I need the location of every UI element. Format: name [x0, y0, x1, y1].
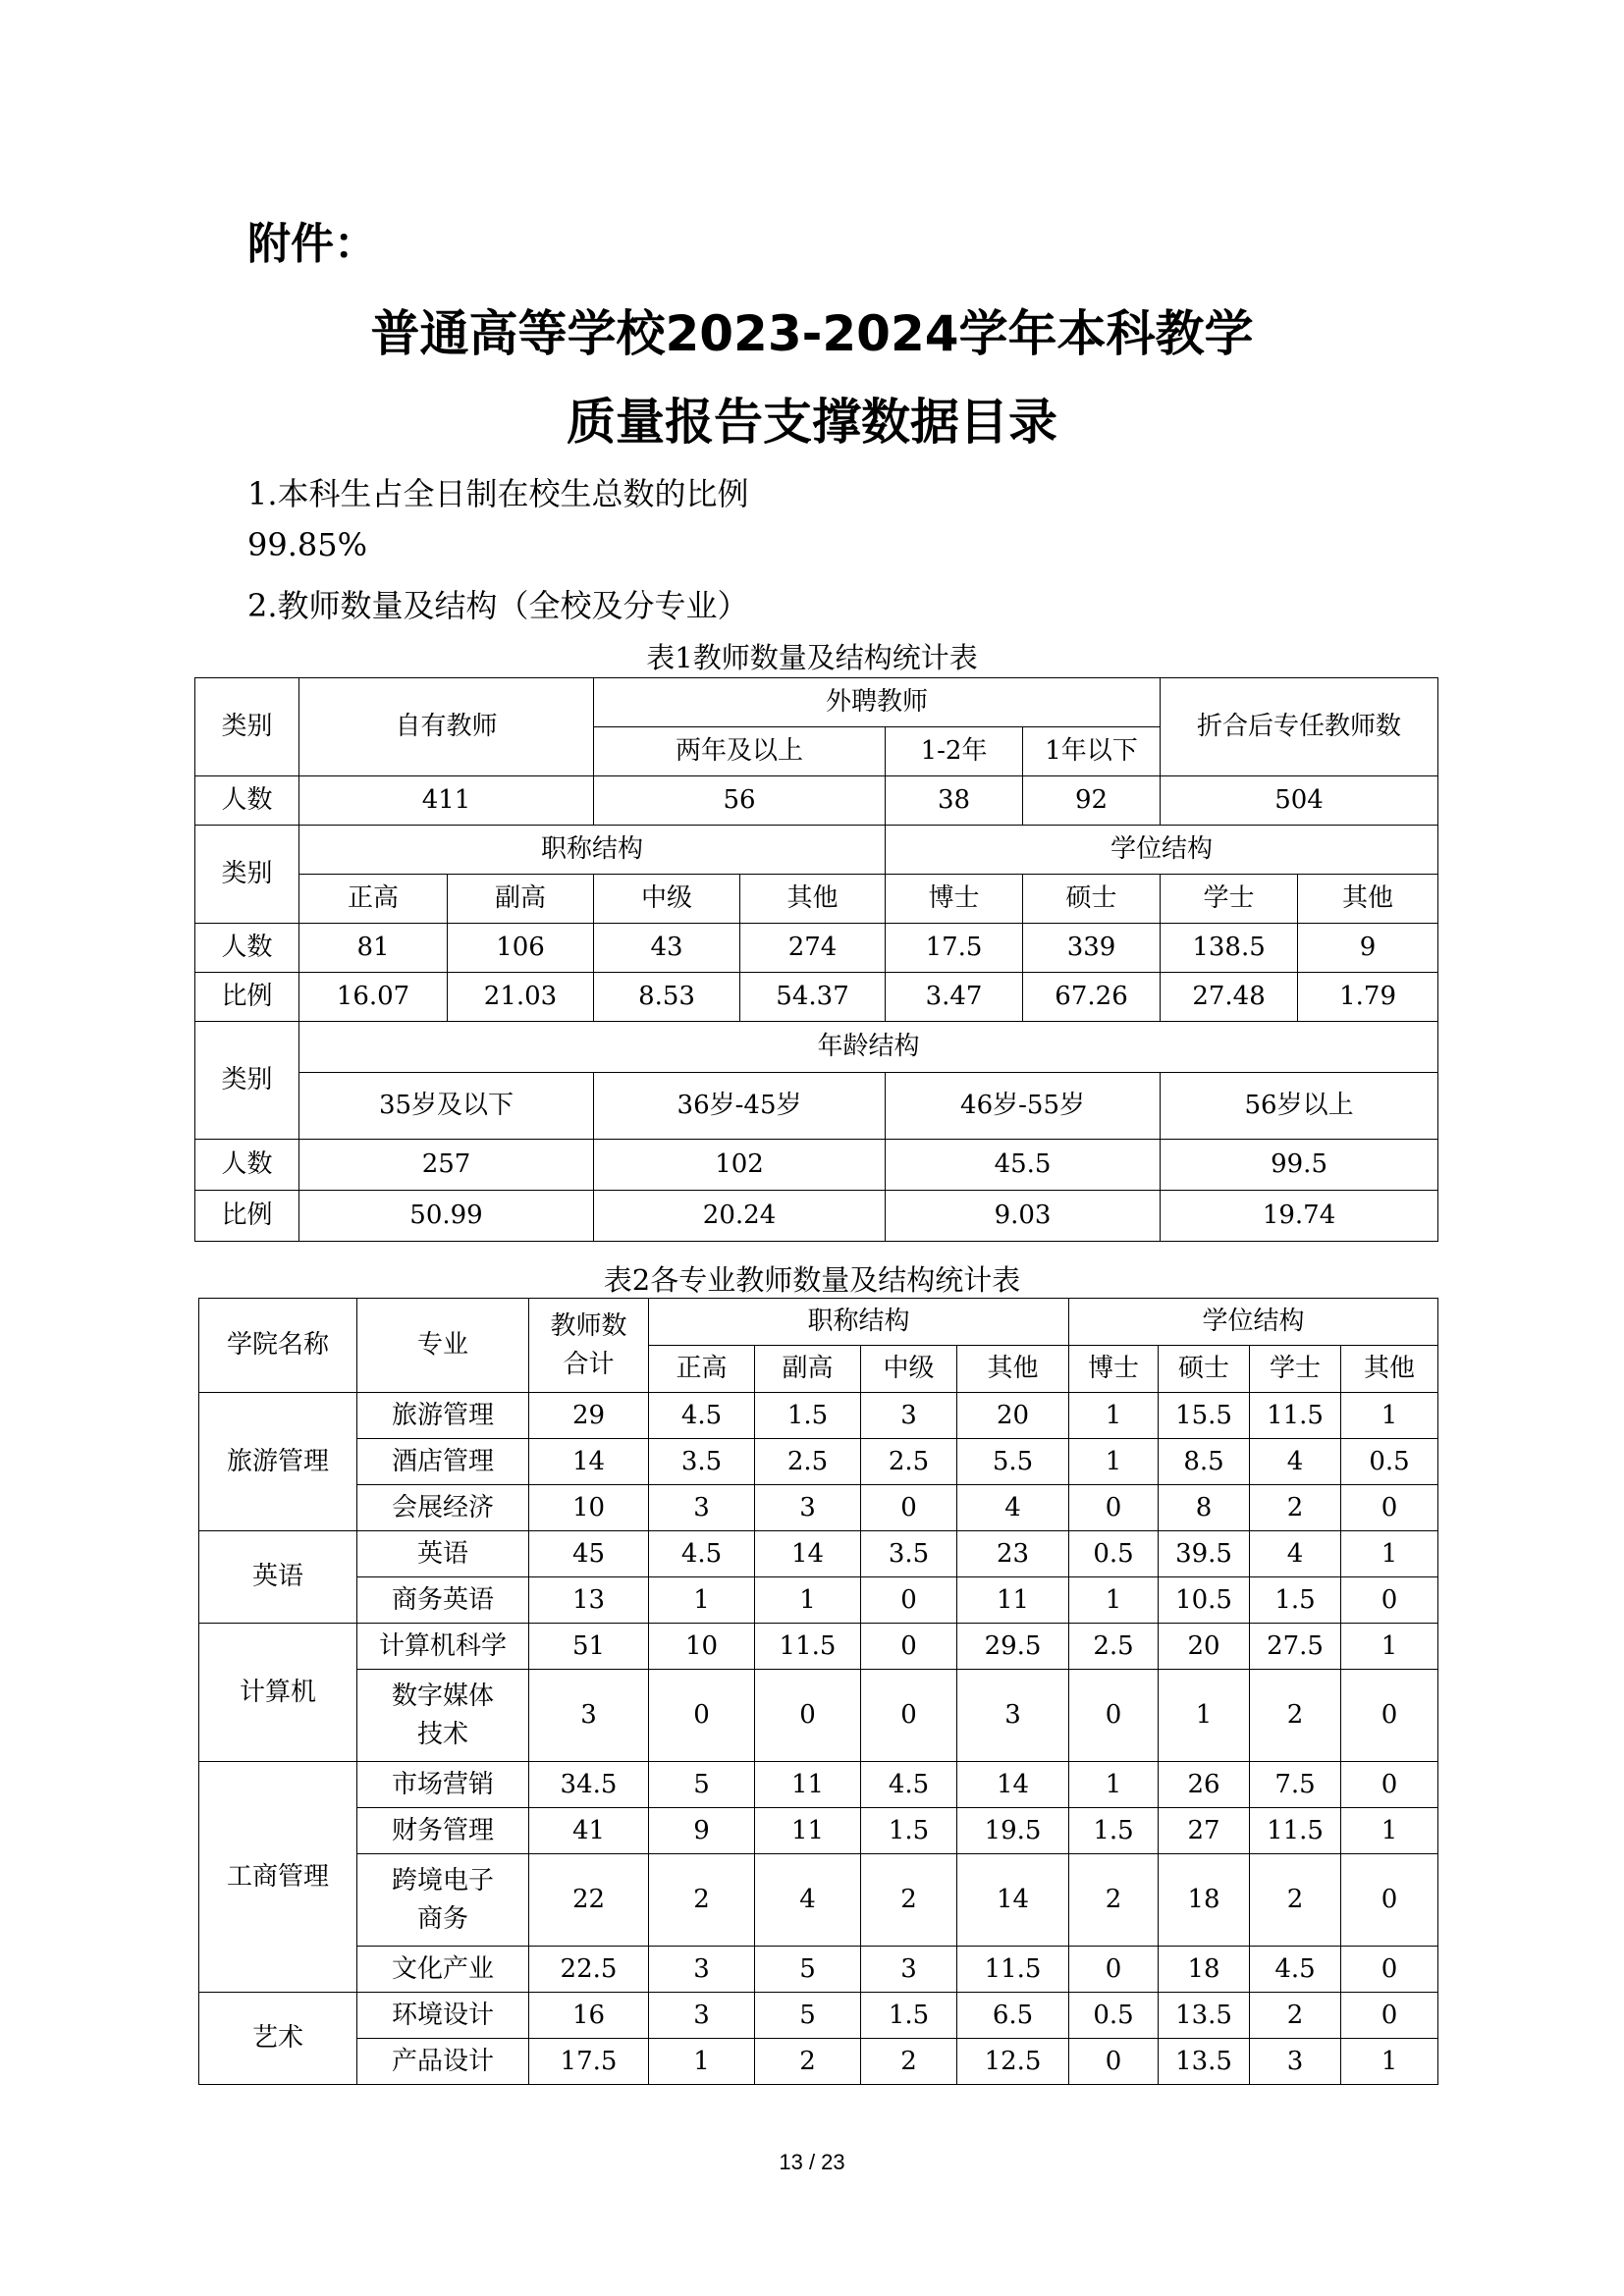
table-cell: 3 [957, 1670, 1069, 1762]
table-cell: 19.5 [957, 1808, 1069, 1854]
major-teacher-structure-table [198, 1298, 1438, 2085]
table-cell: 0 [1341, 1762, 1438, 1808]
table-cell: 26 [1159, 1762, 1250, 1808]
title-structure-header: 职称结构 [299, 826, 886, 875]
table-cell: 3.5 [649, 1439, 755, 1485]
college-name-header: 学院名称 [199, 1299, 357, 1393]
table1-ratio-label: 比例 [195, 1191, 299, 1242]
major-name-cell: 财务管理 [357, 1808, 529, 1854]
external-1to2-years-header: 1-2年 [886, 727, 1023, 776]
table1-category-header: 类别 [195, 678, 299, 776]
table1-count-label: 人数 [195, 776, 299, 826]
table-cell: 2 [1250, 1670, 1341, 1762]
table-cell: 2 [1069, 1854, 1159, 1947]
major-table-body [199, 1393, 1438, 2085]
own-teachers-count: 411 [299, 776, 594, 826]
teacher-total-header-line2: 合计 [563, 1349, 615, 1379]
major-name-cell: 文化产业 [357, 1947, 529, 1993]
header-associate-professor: 副高 [755, 1346, 861, 1393]
external-teachers-header: 外聘教师 [594, 678, 1161, 727]
table-cell: 2.5 [861, 1439, 957, 1485]
table-cell: 15.5 [1159, 1393, 1250, 1439]
college-name-cell: 英语 [199, 1531, 357, 1624]
table-cell: 5 [649, 1762, 755, 1808]
table-cell: 8.5 [1159, 1439, 1250, 1485]
document-title-line2: 质量报告支撑数据目录 [567, 394, 1057, 451]
college-name-cell: 艺术 [199, 1993, 357, 2085]
table-cell: 4.5 [1250, 1947, 1341, 1993]
table-cell: 3 [1250, 2039, 1341, 2085]
table-cell: 1 [1341, 1393, 1438, 1439]
table-cell: 14 [529, 1439, 649, 1485]
table-cell: 11 [755, 1808, 861, 1854]
table-cell: 27.48 [1161, 973, 1298, 1022]
table2-caption: 表2各专业教师数量及结构统计表 [603, 1263, 1021, 1297]
table-cell: 67.26 [1023, 973, 1161, 1022]
table-cell: 4 [1250, 1439, 1341, 1485]
table-cell: 0.5 [1069, 1531, 1159, 1577]
table-cell: 19.74 [1161, 1191, 1438, 1242]
major-name-cell [357, 1854, 529, 1947]
item2-heading: 2.教师数量及结构（全校及分专业） [247, 587, 749, 624]
external-1to2-count: 38 [886, 776, 1023, 826]
external-2plus-years-header: 两年及以上 [594, 727, 886, 776]
table-cell: 13 [529, 1577, 649, 1624]
table-row [199, 1624, 1438, 1670]
table-cell: 45 [529, 1531, 649, 1577]
college-name-cell: 计算机 [199, 1624, 357, 1762]
header-title-other: 其他 [957, 1346, 1069, 1393]
table-cell: 138.5 [1161, 924, 1298, 973]
header-age-46-55: 46岁-55岁 [886, 1073, 1161, 1140]
major-name-cell: 旅游管理 [357, 1393, 529, 1439]
table-cell: 339 [1023, 924, 1161, 973]
table1-category-header: 类别 [195, 826, 299, 924]
table1-ratio-label: 比例 [195, 973, 299, 1022]
table-cell: 1 [1159, 1670, 1250, 1762]
table-cell: 99.5 [1161, 1140, 1438, 1191]
table-cell: 27.5 [1250, 1624, 1341, 1670]
table-row [199, 1531, 1438, 1577]
major-name-cell: 酒店管理 [357, 1439, 529, 1485]
table-cell: 17.5 [529, 2039, 649, 2085]
table-cell: 2 [649, 1854, 755, 1947]
table-cell: 1.79 [1298, 973, 1438, 1022]
table-cell: 4 [957, 1485, 1069, 1531]
table-row [199, 1808, 1438, 1854]
table-cell: 1.5 [1069, 1808, 1159, 1854]
table-row [199, 1393, 1438, 1439]
table-cell: 1 [1069, 1762, 1159, 1808]
table-cell: 1.5 [861, 1993, 957, 2039]
table-cell: 2.5 [1069, 1624, 1159, 1670]
table-cell: 3.5 [861, 1531, 957, 1577]
table-cell: 11.5 [1250, 1393, 1341, 1439]
table-cell: 1 [755, 1577, 861, 1624]
degree-structure-header: 学位结构 [886, 826, 1438, 875]
table-cell: 11 [755, 1762, 861, 1808]
table-cell: 20.24 [594, 1191, 886, 1242]
table-cell: 17.5 [886, 924, 1023, 973]
table-cell: 22 [529, 1854, 649, 1947]
major-name-cell: 市场营销 [357, 1762, 529, 1808]
table-row [199, 1854, 1438, 1947]
table-cell: 54.37 [740, 973, 886, 1022]
table-cell: 14 [957, 1762, 1069, 1808]
table-cell: 7.5 [1250, 1762, 1341, 1808]
table-cell: 9 [649, 1808, 755, 1854]
table-cell: 14 [755, 1531, 861, 1577]
table-cell: 18 [1159, 1947, 1250, 1993]
table-cell: 4 [755, 1854, 861, 1947]
major-name-cell: 英语 [357, 1531, 529, 1577]
major-name-cell: 会展经济 [357, 1485, 529, 1531]
major-name-cell: 计算机科学 [357, 1624, 529, 1670]
table-cell: 4.5 [861, 1762, 957, 1808]
table-cell: 1 [1341, 1808, 1438, 1854]
table1-category-header: 类别 [195, 1022, 299, 1140]
table-cell: 11 [957, 1577, 1069, 1624]
table-cell: 3 [755, 1485, 861, 1531]
header-age-36-45: 36岁-45岁 [594, 1073, 886, 1140]
table-cell: 14 [957, 1854, 1069, 1947]
item1-value: 99.85% [247, 526, 368, 563]
table-cell: 0 [1069, 2039, 1159, 2085]
table-cell: 0 [1341, 1854, 1438, 1947]
table-cell: 10 [649, 1624, 755, 1670]
major-name-cell [357, 1670, 529, 1762]
table-cell: 4 [1250, 1531, 1341, 1577]
table-cell: 21.03 [448, 973, 594, 1022]
table-cell: 41 [529, 1808, 649, 1854]
header-age-56-over: 56岁以上 [1161, 1073, 1438, 1140]
major-header: 专业 [357, 1299, 529, 1393]
degree-structure-header: 学位结构 [1069, 1299, 1438, 1346]
header-title-other: 其他 [740, 875, 886, 924]
table-cell: 1 [1069, 1393, 1159, 1439]
table-cell: 3 [861, 1947, 957, 1993]
header-degree-other: 其他 [1298, 875, 1438, 924]
own-teachers-header: 自有教师 [299, 678, 594, 776]
table-cell: 9 [1298, 924, 1438, 973]
table-cell: 0 [861, 1624, 957, 1670]
table-cell: 5 [755, 1993, 861, 2039]
table-row [199, 1762, 1438, 1808]
table-cell: 102 [594, 1140, 886, 1191]
table-cell: 3 [649, 1993, 755, 2039]
table-cell: 20 [957, 1393, 1069, 1439]
table-cell: 45.5 [886, 1140, 1161, 1191]
title-structure-header: 职称结构 [649, 1299, 1069, 1346]
table-cell: 1.5 [861, 1808, 957, 1854]
table-cell: 1 [649, 2039, 755, 2085]
college-name-cell: 旅游管理 [199, 1393, 357, 1531]
table-cell: 0 [1069, 1485, 1159, 1531]
table-cell: 0.5 [1341, 1439, 1438, 1485]
major-name-line2: 技术 [416, 1719, 468, 1749]
table-row [199, 1993, 1438, 2039]
teacher-total-header-line1: 教师数 [550, 1310, 627, 1341]
external-under1-year-header: 1年以下 [1023, 727, 1161, 776]
table-cell: 3.47 [886, 973, 1023, 1022]
table-cell: 274 [740, 924, 886, 973]
table-cell: 2 [861, 1854, 957, 1947]
table-cell: 13.5 [1159, 1993, 1250, 2039]
table-cell: 11.5 [1250, 1808, 1341, 1854]
table-row [199, 1947, 1438, 1993]
major-name-line1: 数字媒体 [391, 1681, 494, 1711]
table-cell: 1 [1341, 2039, 1438, 2085]
table-cell: 43 [594, 924, 740, 973]
document-title-line1: 普通高等学校2023-2024学年本科教学 [370, 305, 1254, 362]
header-full-professor: 正高 [299, 875, 448, 924]
page-number: 13 / 23 [779, 2150, 845, 2174]
header-doctorate: 博士 [1069, 1346, 1159, 1393]
table-cell: 0 [861, 1485, 957, 1531]
header-master: 硕士 [1159, 1346, 1250, 1393]
major-name-cell: 环境设计 [357, 1993, 529, 2039]
table-cell: 0 [755, 1670, 861, 1762]
table-cell: 1 [1341, 1624, 1438, 1670]
external-2plus-count: 56 [594, 776, 886, 826]
table-row [199, 2039, 1438, 2085]
table-cell: 0 [861, 1577, 957, 1624]
table-cell: 2 [861, 2039, 957, 2085]
table1-count-label: 人数 [195, 924, 299, 973]
table-cell: 106 [448, 924, 594, 973]
external-under1-count: 92 [1023, 776, 1161, 826]
table-cell: 16 [529, 1993, 649, 2039]
table-cell: 8.53 [594, 973, 740, 1022]
table-cell: 11.5 [755, 1624, 861, 1670]
header-associate-professor: 副高 [448, 875, 594, 924]
header-intermediate: 中级 [861, 1346, 957, 1393]
table-cell: 0 [1341, 1577, 1438, 1624]
header-intermediate: 中级 [594, 875, 740, 924]
table-cell: 0.5 [1069, 1993, 1159, 2039]
table-cell: 0 [1341, 1670, 1438, 1762]
teacher-total-header [529, 1299, 649, 1393]
table-cell: 81 [299, 924, 448, 973]
table-cell: 0 [1069, 1670, 1159, 1762]
table-cell: 23 [957, 1531, 1069, 1577]
table-cell: 2 [755, 2039, 861, 2085]
table-cell: 0 [649, 1670, 755, 1762]
table-cell: 0 [1341, 1993, 1438, 2039]
table-cell: 3 [649, 1947, 755, 1993]
table-cell: 20 [1159, 1624, 1250, 1670]
table-cell: 4.5 [649, 1393, 755, 1439]
table-cell: 11.5 [957, 1947, 1069, 1993]
header-bachelor: 学士 [1161, 875, 1298, 924]
table-cell: 5.5 [957, 1439, 1069, 1485]
table-cell: 27 [1159, 1808, 1250, 1854]
table-row [199, 1670, 1438, 1762]
attachment-label: 附件： [247, 219, 377, 269]
header-doctorate: 博士 [886, 875, 1023, 924]
table-cell: 34.5 [529, 1762, 649, 1808]
table-cell: 1.5 [1250, 1577, 1341, 1624]
table-cell: 1 [1341, 1531, 1438, 1577]
table-cell: 10.5 [1159, 1577, 1250, 1624]
college-name-cell: 工商管理 [199, 1762, 357, 1993]
table-cell: 22.5 [529, 1947, 649, 1993]
table-cell: 29.5 [957, 1624, 1069, 1670]
table-cell: 257 [299, 1140, 594, 1191]
major-name-cell: 商务英语 [357, 1577, 529, 1624]
table-cell: 1.5 [755, 1393, 861, 1439]
table-cell: 2 [1250, 1993, 1341, 2039]
table1-count-label: 人数 [195, 1140, 299, 1191]
age-structure-header: 年龄结构 [299, 1022, 1438, 1073]
header-age-35-under: 35岁及以下 [299, 1073, 594, 1140]
table-cell: 2 [1250, 1854, 1341, 1947]
table1-caption: 表1教师数量及结构统计表 [646, 641, 978, 674]
major-name-cell: 产品设计 [357, 2039, 529, 2085]
table-cell: 6.5 [957, 1993, 1069, 2039]
table-cell: 1 [1069, 1577, 1159, 1624]
table-cell: 16.07 [299, 973, 448, 1022]
table-cell: 18 [1159, 1854, 1250, 1947]
header-bachelor: 学士 [1250, 1346, 1341, 1393]
table-row [199, 1485, 1438, 1531]
header-master: 硕士 [1023, 875, 1161, 924]
item1-heading: 1.本科生占全日制在校生总数的比例 [247, 475, 749, 512]
table-cell: 5 [755, 1947, 861, 1993]
table-cell: 3 [861, 1393, 957, 1439]
table-cell: 8 [1159, 1485, 1250, 1531]
table-cell: 50.99 [299, 1191, 594, 1242]
major-name-line1: 跨境电子 [391, 1865, 494, 1896]
table-cell: 9.03 [886, 1191, 1161, 1242]
table-cell: 51 [529, 1624, 649, 1670]
table-cell: 3 [649, 1485, 755, 1531]
table-cell: 0 [1341, 1485, 1438, 1531]
major-name-line2: 商务 [416, 1903, 468, 1934]
table-cell: 1 [649, 1577, 755, 1624]
table-cell: 29 [529, 1393, 649, 1439]
table-cell: 0 [861, 1670, 957, 1762]
table-cell: 1 [1069, 1439, 1159, 1485]
table-cell: 0 [1069, 1947, 1159, 1993]
table-cell: 2.5 [755, 1439, 861, 1485]
header-full-professor: 正高 [649, 1346, 755, 1393]
fulltime-equivalent-count: 504 [1161, 776, 1438, 826]
header-degree-other: 其他 [1341, 1346, 1438, 1393]
table-cell: 3 [529, 1670, 649, 1762]
table-cell: 13.5 [1159, 2039, 1250, 2085]
table-cell: 0 [1341, 1947, 1438, 1993]
table-cell: 39.5 [1159, 1531, 1250, 1577]
table-cell: 10 [529, 1485, 649, 1531]
table-cell: 2 [1250, 1485, 1341, 1531]
table-cell: 12.5 [957, 2039, 1069, 2085]
teacher-structure-table [194, 677, 1438, 1242]
table-row [199, 1439, 1438, 1485]
table-row [199, 1577, 1438, 1624]
fulltime-equivalent-header: 折合后专任教师数 [1161, 678, 1438, 776]
table-cell: 4.5 [649, 1531, 755, 1577]
